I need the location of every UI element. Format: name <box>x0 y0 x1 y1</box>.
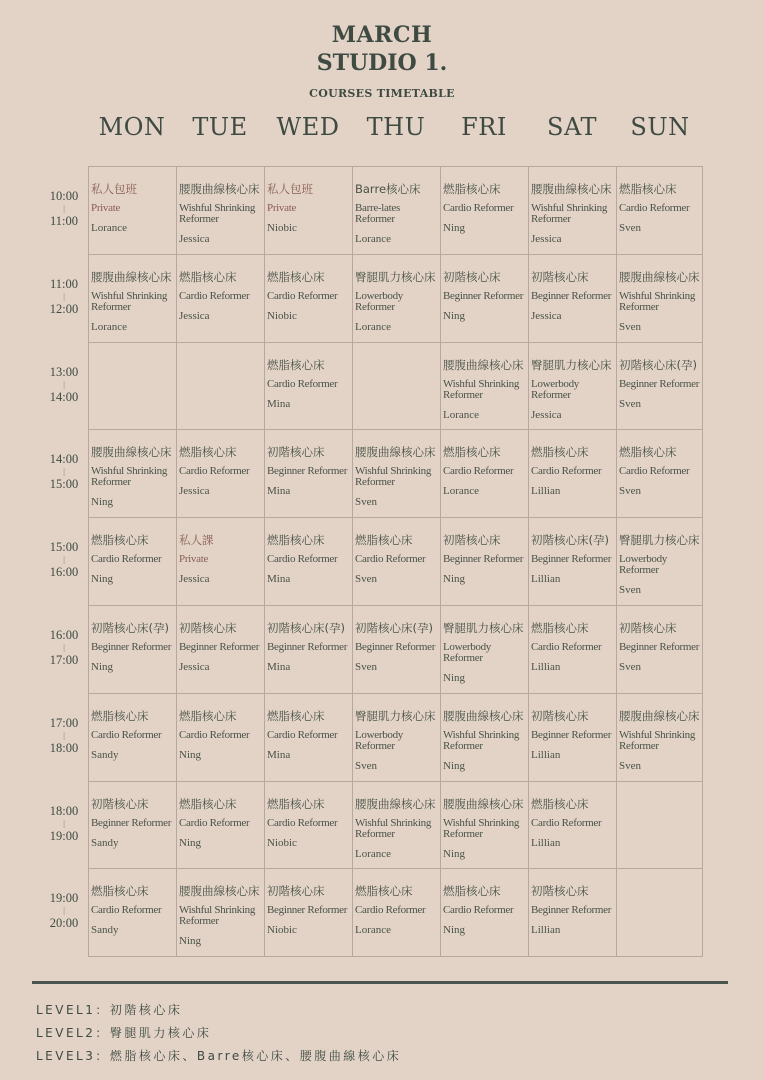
class-cell <box>529 343 617 431</box>
teacher-name: Niobic <box>267 924 297 937</box>
class-cell <box>441 255 529 343</box>
class-name-en: Cardio Reformer <box>179 816 250 829</box>
class-name-en: Wishful Shrinking Reformer <box>179 904 256 928</box>
class-name-zh: 臀腿肌力核心床 <box>355 269 436 284</box>
class-name-en: Beginner Reformer <box>179 641 260 653</box>
class-cell <box>177 167 265 255</box>
class-name-en: Beginner Reformer <box>531 728 612 741</box>
class-name-zh: 燃脂核心床 <box>267 533 325 548</box>
teacher-name: Niobic <box>267 836 297 849</box>
class-name-zh: 燃脂核心床 <box>179 708 237 723</box>
class-cell <box>617 694 703 782</box>
class-cell <box>89 430 177 518</box>
teacher-name: Ning <box>179 836 201 849</box>
teacher-name: Lorance <box>443 408 480 421</box>
time-start: 15:00 <box>49 540 79 555</box>
class-name-zh: 腰腹曲線核心床 <box>91 269 172 284</box>
class-cell <box>353 430 441 518</box>
class-name-zh: 燃脂核心床 <box>267 357 325 372</box>
class-cell <box>529 518 617 606</box>
teacher-name: Mina <box>267 573 291 586</box>
class-name-zh: 腰腹曲線核心床 <box>443 708 524 723</box>
class-name-en: Private <box>91 202 121 214</box>
class-cell <box>529 167 617 255</box>
class-name-zh: 燃脂核心床 <box>91 708 149 723</box>
class-name-en: Lowerbody Reformer <box>619 553 668 577</box>
class-name-zh: 臀腿肌力核心床 <box>531 357 612 372</box>
teacher-name: Lorance <box>443 485 480 498</box>
class-name-en: Beginner Reformer <box>531 289 612 302</box>
class-name-en: Cardio Reformer <box>267 377 338 390</box>
class-cell <box>265 167 353 255</box>
class-cell <box>441 606 529 694</box>
teacher-name: Mina <box>267 485 291 498</box>
timetable-grid <box>88 166 703 957</box>
legend-level2: LEVEL2：臀腿肌力核心床 <box>36 1026 212 1040</box>
class-cell <box>265 255 353 343</box>
teacher-name: Lorance <box>355 847 392 860</box>
time-slot-label <box>36 717 92 755</box>
class-cell <box>529 694 617 782</box>
class-name-zh: 初階核心床(孕) <box>355 621 433 635</box>
class-name-zh: 燃脂核心床 <box>531 445 589 460</box>
teacher-name: Mina <box>267 661 291 673</box>
class-name-en: Cardio Reformer <box>91 728 162 741</box>
teacher-name: Sven <box>619 222 641 234</box>
time-slot-label <box>36 190 92 228</box>
class-name-zh: 腰腹曲線核心床 <box>531 182 612 196</box>
day-header-sun: SUN <box>630 113 690 141</box>
legend-level1: LEVEL1：初階核心床 <box>36 1003 183 1017</box>
teacher-name: Ning <box>443 573 465 586</box>
time-separator: | <box>63 730 65 740</box>
class-name-en: Beginner Reformer <box>355 641 436 653</box>
class-name-en: Cardio Reformer <box>531 816 602 829</box>
time-start: 19:00 <box>49 891 79 906</box>
divider-line <box>32 981 728 984</box>
class-name-en: Beginner Reformer <box>443 553 524 566</box>
class-cell <box>89 255 177 343</box>
class-cell <box>529 430 617 518</box>
teacher-name: Lillian <box>531 748 561 761</box>
class-cell <box>265 343 353 431</box>
class-name-en: Cardio Reformer <box>531 465 602 478</box>
teacher-name: Lorance <box>355 320 392 333</box>
time-separator: | <box>63 291 65 301</box>
teacher-name: Sven <box>355 573 377 586</box>
time-end: 20:00 <box>49 916 79 931</box>
class-name-zh: 燃脂核心床 <box>91 884 149 899</box>
day-header-row <box>88 113 704 149</box>
teacher-name: Lorance <box>355 924 392 937</box>
class-name-en: Wishful Shrinking Reformer <box>91 465 168 489</box>
title-studio: STUDIO 1. <box>316 50 448 76</box>
class-name-en: Cardio Reformer <box>267 728 338 741</box>
class-name-zh: 初階核心床(孕) <box>267 621 345 635</box>
class-cell <box>353 255 441 343</box>
time-end: 15:00 <box>49 477 79 492</box>
class-name-en: Cardio Reformer <box>619 465 690 478</box>
teacher-name: Ning <box>91 661 113 673</box>
class-name-zh: 臀腿肌力核心床 <box>355 708 436 723</box>
class-name-en: Lowerbody Reformer <box>443 641 492 664</box>
class-name-zh: 初階核心床 <box>531 884 589 899</box>
teacher-name: Sven <box>619 584 641 597</box>
class-name-en: Beginner Reformer <box>531 553 612 566</box>
class-name-en: Cardio Reformer <box>91 904 162 917</box>
teacher-name: Lorance <box>91 320 128 333</box>
teacher-name: Ning <box>443 847 465 860</box>
class-cell <box>89 869 177 957</box>
class-cell <box>177 782 265 870</box>
time-separator: | <box>63 555 65 565</box>
class-name-en: Cardio Reformer <box>619 202 690 214</box>
class-name-zh: 燃脂核心床 <box>531 621 589 635</box>
teacher-name: Mina <box>267 397 291 410</box>
teacher-name: Jessica <box>179 573 210 586</box>
class-name-zh: 燃脂核心床 <box>619 445 677 460</box>
time-slot-label <box>36 453 92 491</box>
teacher-name: Ning <box>443 759 465 772</box>
class-name-en: Beginner Reformer <box>267 465 348 478</box>
time-end: 12:00 <box>49 301 79 316</box>
day-header-mon: MON <box>98 113 166 141</box>
class-name-zh: 初階核心床 <box>531 708 589 723</box>
time-end: 16:00 <box>49 565 79 580</box>
class-name-en: Beginner Reformer <box>619 641 700 653</box>
class-name-zh: 腰腹曲線核心床 <box>443 796 524 811</box>
class-cell <box>529 869 617 957</box>
time-start: 13:00 <box>49 364 79 379</box>
class-cell <box>177 255 265 343</box>
class-cell <box>441 430 529 518</box>
teacher-name: Sven <box>619 759 641 772</box>
class-name-en: Cardio Reformer <box>443 202 514 214</box>
class-name-en: Lowerbody Reformer <box>531 377 580 401</box>
class-name-zh: 初階核心床(孕) <box>91 621 169 635</box>
class-cell <box>89 694 177 782</box>
class-cell <box>353 782 441 870</box>
class-cell <box>441 518 529 606</box>
class-name-zh: 初階核心床 <box>179 621 237 635</box>
class-cell <box>617 430 703 518</box>
class-name-en: Cardio Reformer <box>179 465 250 478</box>
class-name-en: Wishful Shrinking Reformer <box>619 289 696 313</box>
class-name-en: Lowerbody Reformer <box>355 289 404 313</box>
class-name-zh: Barre核心床 <box>355 182 421 196</box>
teacher-name: Sandy <box>91 836 119 849</box>
class-name-en: Beginner Reformer <box>91 816 172 829</box>
class-name-en: Cardio Reformer <box>267 816 338 829</box>
class-cell <box>441 869 529 957</box>
teacher-name: Jessica <box>531 309 562 322</box>
class-name-zh: 初階核心床 <box>443 533 501 548</box>
time-separator: | <box>63 204 65 213</box>
teacher-name: Jessica <box>179 309 210 322</box>
class-name-zh: 燃脂核心床 <box>179 269 237 284</box>
teacher-name: Jessica <box>179 485 210 498</box>
class-cell <box>265 694 353 782</box>
class-name-zh: 腰腹曲線核心床 <box>355 796 436 811</box>
time-separator: | <box>63 467 65 477</box>
class-name-en: Cardio Reformer <box>179 289 250 302</box>
class-name-en: Private <box>267 202 297 214</box>
class-name-zh: 臀腿肌力核心床 <box>443 621 524 635</box>
class-cell <box>441 694 529 782</box>
class-name-zh: 燃脂核心床 <box>531 796 589 811</box>
class-name-zh: 燃脂核心床 <box>443 445 501 460</box>
class-name-zh: 燃脂核心床 <box>267 796 325 811</box>
class-cell <box>265 782 353 870</box>
class-cell <box>265 430 353 518</box>
class-cell <box>265 869 353 957</box>
class-name-zh: 燃脂核心床 <box>443 182 501 196</box>
teacher-name: Lillian <box>531 924 561 937</box>
teacher-name: Mina <box>267 748 291 761</box>
time-end: 18:00 <box>49 740 79 755</box>
class-cell <box>353 606 441 694</box>
teacher-name: Lorance <box>355 233 392 245</box>
time-start: 16:00 <box>49 628 79 642</box>
class-name-en: Wishful Shrinking Reformer <box>619 728 696 752</box>
title-month: MARCH <box>331 22 433 48</box>
class-name-en: Beginner Reformer <box>267 641 348 653</box>
time-separator: | <box>63 379 65 389</box>
class-cell <box>617 518 703 606</box>
teacher-name: Sven <box>619 661 641 673</box>
teacher-name: Jessica <box>179 661 210 673</box>
class-cell <box>617 343 703 431</box>
teacher-name: Sven <box>619 485 641 498</box>
class-name-en: Cardio Reformer <box>179 728 250 741</box>
class-name-en: Beginner Reformer <box>91 641 172 653</box>
class-name-zh: 初階核心床 <box>619 621 677 635</box>
class-name-zh: 初階核心床(孕) <box>531 533 609 548</box>
day-header-tue: TUE <box>192 113 248 141</box>
class-name-zh: 腰腹曲線核心床 <box>619 269 700 284</box>
class-name-zh: 腰腹曲線核心床 <box>443 357 524 372</box>
class-cell <box>89 167 177 255</box>
time-slot-label <box>36 366 92 404</box>
class-name-zh: 燃脂核心床 <box>267 708 325 723</box>
teacher-name: Niobic <box>267 222 297 234</box>
teacher-name: Jessica <box>179 233 210 245</box>
time-slot-label <box>36 629 92 667</box>
teacher-name: Ning <box>443 924 465 937</box>
class-name-en: Wishful Shrinking Reformer <box>443 816 520 840</box>
class-name-en: Beginner Reformer <box>443 289 524 302</box>
class-name-zh: 腰腹曲線核心床 <box>619 708 700 723</box>
title-subtitle: COURSES TIMETABLE <box>309 87 455 100</box>
time-separator: | <box>63 906 65 916</box>
class-cell <box>441 343 529 431</box>
teacher-name: Niobic <box>267 309 297 322</box>
class-name-zh: 私人包班 <box>91 182 137 196</box>
time-end: 17:00 <box>49 653 79 667</box>
class-cell <box>265 518 353 606</box>
class-name-en: Wishful Shrinking Reformer <box>443 377 520 401</box>
class-name-en: Wishful Shrinking Reformer <box>91 289 168 313</box>
class-name-en: Cardio Reformer <box>355 553 426 566</box>
class-cell <box>177 606 265 694</box>
teacher-name: Ning <box>179 748 201 761</box>
class-name-en: Lowerbody Reformer <box>355 728 404 752</box>
time-slot-label <box>36 892 92 930</box>
class-name-zh: 初階核心床 <box>91 796 149 811</box>
class-name-zh: 燃脂核心床 <box>91 533 149 548</box>
class-name-zh: 私人包班 <box>267 182 313 196</box>
time-slot-label <box>36 278 92 316</box>
class-name-zh: 燃脂核心床 <box>267 269 325 284</box>
empty-cell <box>617 869 703 957</box>
class-name-zh: 燃脂核心床 <box>179 445 237 460</box>
class-cell <box>89 518 177 606</box>
time-separator: | <box>63 643 65 652</box>
time-end: 11:00 <box>49 214 78 228</box>
class-name-en: Wishful Shrinking Reformer <box>179 202 256 225</box>
empty-cell <box>177 343 265 431</box>
class-name-zh: 燃脂核心床 <box>355 884 413 899</box>
class-name-en: Cardio Reformer <box>267 553 338 566</box>
time-slot-label <box>36 541 92 579</box>
class-cell <box>89 782 177 870</box>
teacher-name: Sven <box>355 496 377 509</box>
time-end: 14:00 <box>49 389 79 404</box>
teacher-name: Lorance <box>91 222 128 234</box>
class-name-zh: 私人課 <box>179 533 214 548</box>
empty-cell <box>89 343 177 431</box>
class-name-en: Cardio Reformer <box>443 904 514 917</box>
class-cell <box>89 606 177 694</box>
class-cell <box>617 167 703 255</box>
class-name-en: Beginner Reformer <box>267 904 348 917</box>
teacher-name: Lillian <box>531 573 561 586</box>
class-name-zh: 腰腹曲線核心床 <box>179 182 260 196</box>
class-cell <box>353 869 441 957</box>
teacher-name: Lillian <box>531 661 561 673</box>
class-name-zh: 燃脂核心床 <box>179 796 237 811</box>
class-name-zh: 初階核心床(孕) <box>619 357 697 372</box>
time-end: 19:00 <box>49 828 79 843</box>
teacher-name: Sandy <box>91 748 119 761</box>
day-header-fri: FRI <box>461 113 507 141</box>
time-start: 11:00 <box>49 276 78 291</box>
empty-cell <box>353 343 441 431</box>
day-header-wed: WED <box>276 113 340 141</box>
teacher-name: Ning <box>443 309 465 322</box>
class-name-zh: 燃脂核心床 <box>355 533 413 548</box>
teacher-name: Lillian <box>531 485 561 498</box>
teacher-name: Jessica <box>531 233 562 245</box>
teacher-name: Sven <box>355 661 377 673</box>
class-name-zh: 腰腹曲線核心床 <box>179 884 260 899</box>
class-name-en: Cardio Reformer <box>531 641 602 653</box>
class-name-zh: 初階核心床 <box>267 884 325 899</box>
class-name-zh: 燃脂核心床 <box>443 884 501 899</box>
class-name-zh: 腰腹曲線核心床 <box>355 445 436 460</box>
class-cell <box>177 518 265 606</box>
class-name-zh: 燃脂核心床 <box>619 182 677 196</box>
teacher-name: Jessica <box>531 408 562 421</box>
teacher-name: Ning <box>179 935 201 948</box>
teacher-name: Sven <box>619 397 641 410</box>
time-slot-label <box>36 805 92 843</box>
teacher-name: Sven <box>619 320 641 333</box>
class-name-zh: 臀腿肌力核心床 <box>619 533 700 548</box>
class-name-en: Beginner Reformer <box>619 377 700 390</box>
class-cell <box>177 430 265 518</box>
teacher-name: Sandy <box>91 924 119 937</box>
class-name-en: Cardio Reformer <box>355 904 426 917</box>
class-cell <box>353 518 441 606</box>
class-name-en: Cardio Reformer <box>91 553 162 566</box>
day-header-thu: THU <box>366 113 426 141</box>
class-name-en: Wishful Shrinking Reformer <box>355 816 432 840</box>
time-start: 18:00 <box>49 803 79 818</box>
teacher-name: Ning <box>443 672 465 684</box>
class-cell <box>441 167 529 255</box>
day-header-sat: SAT <box>547 113 597 141</box>
class-name-en: Cardio Reformer <box>267 289 338 302</box>
class-cell <box>529 606 617 694</box>
class-name-zh: 初階核心床 <box>531 269 589 284</box>
teacher-name: Ning <box>91 496 113 509</box>
class-cell <box>441 782 529 870</box>
teacher-name: Lillian <box>531 836 561 849</box>
class-name-zh: 初階核心床 <box>267 445 325 460</box>
empty-cell <box>617 782 703 870</box>
class-cell <box>265 606 353 694</box>
class-name-en: Barre-lates Reformer <box>355 202 400 225</box>
class-name-zh: 腰腹曲線核心床 <box>91 445 172 460</box>
class-cell <box>353 694 441 782</box>
class-name-zh: 初階核心床 <box>443 269 501 284</box>
class-cell <box>177 869 265 957</box>
time-start: 10:00 <box>49 189 79 203</box>
class-cell <box>353 167 441 255</box>
teacher-name: Ning <box>443 222 465 234</box>
class-name-en: Beginner Reformer <box>531 904 612 917</box>
class-cell <box>529 255 617 343</box>
teacher-name: Ning <box>91 573 113 586</box>
legend-level3: LEVEL3：燃脂核心床、Barre核心床、腰腹曲線核心床 <box>36 1049 402 1063</box>
class-name-en: Wishful Shrinking Reformer <box>443 728 520 752</box>
class-cell <box>617 606 703 694</box>
class-cell <box>177 694 265 782</box>
class-name-en: Private <box>179 553 209 566</box>
class-name-en: Cardio Reformer <box>443 465 514 478</box>
time-start: 14:00 <box>49 452 79 467</box>
teacher-name: Sven <box>355 759 377 772</box>
class-name-en: Wishful Shrinking Reformer <box>355 465 432 489</box>
class-name-en: Wishful Shrinking Reformer <box>531 202 608 225</box>
time-separator: | <box>63 818 65 828</box>
class-cell <box>529 782 617 870</box>
time-start: 17:00 <box>49 715 79 730</box>
class-cell <box>617 255 703 343</box>
